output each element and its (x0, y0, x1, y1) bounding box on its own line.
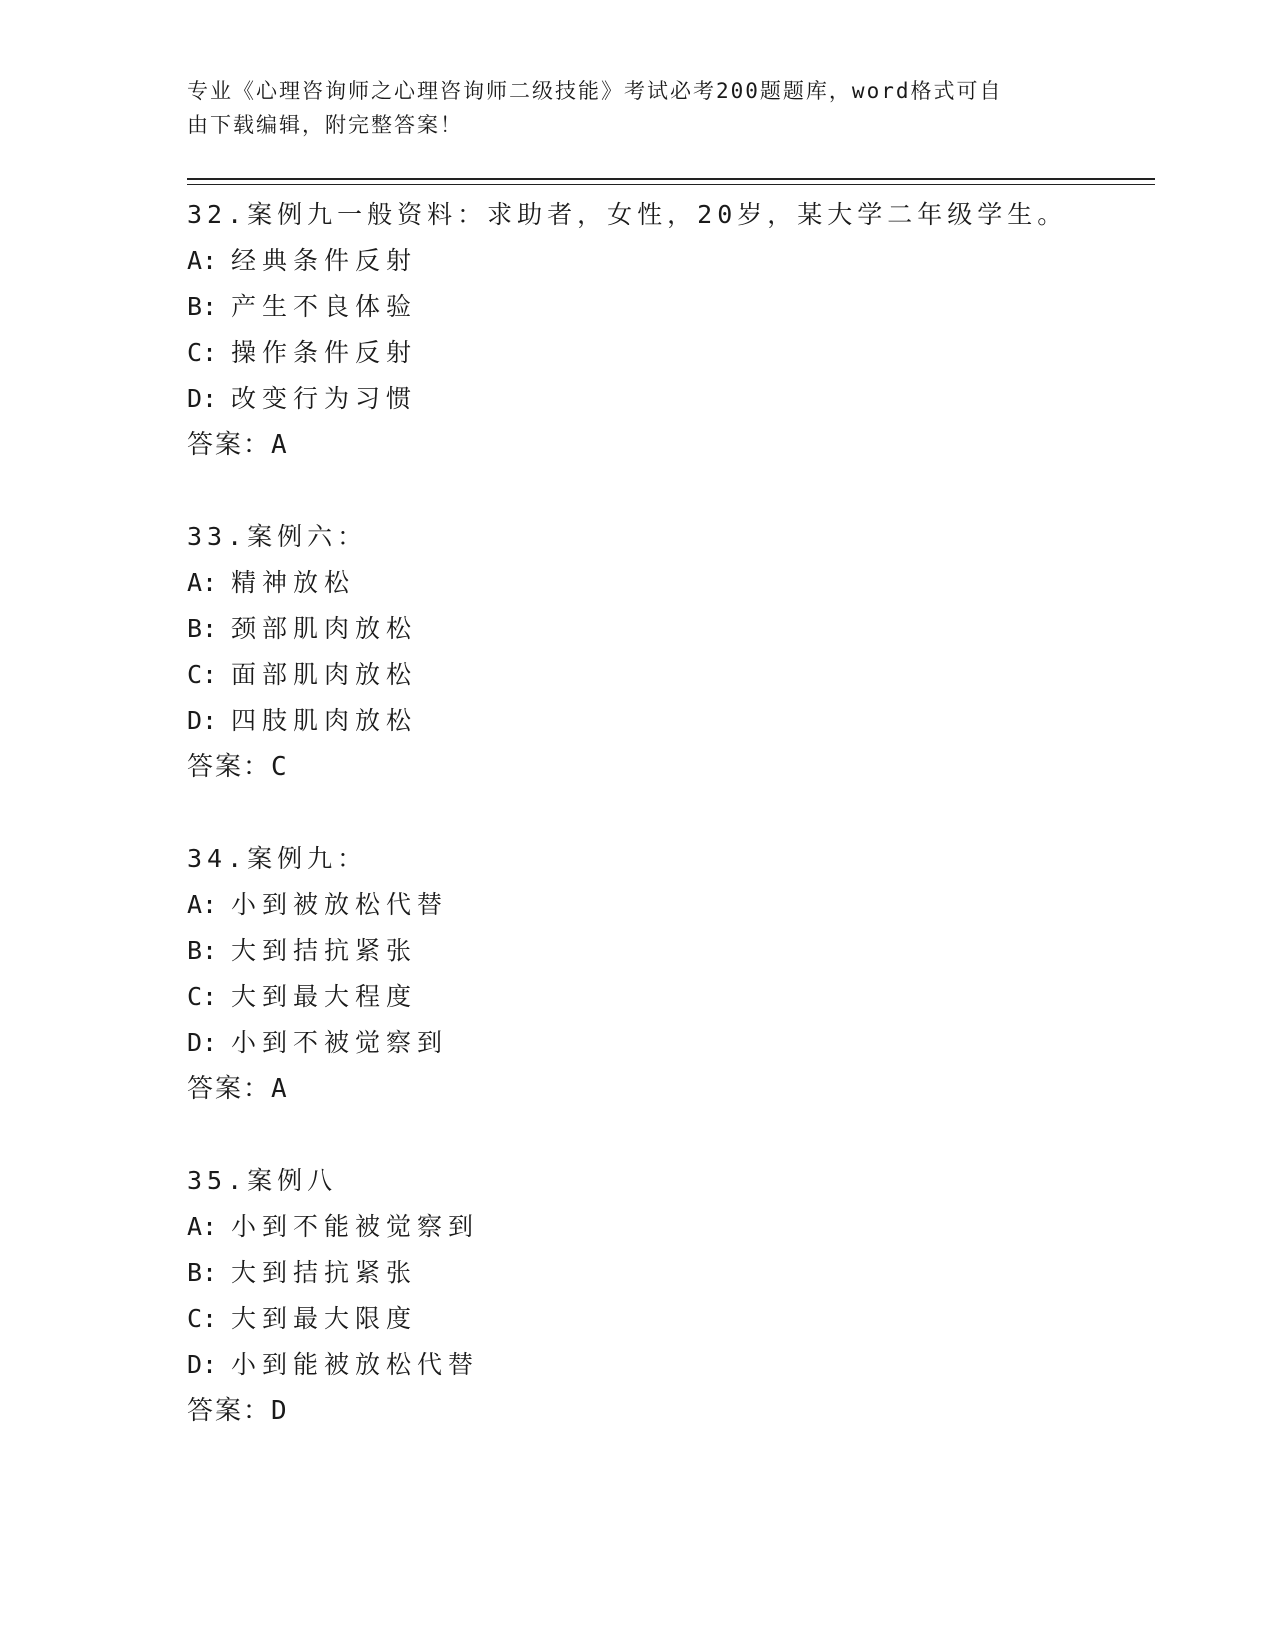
header-divider-thin (187, 184, 1155, 185)
option-text: 大到最大限度 (231, 1304, 418, 1333)
option-text: 小到能被放松代替 (231, 1350, 480, 1379)
option-text: 面部肌肉放松 (231, 660, 418, 689)
option-letter: A: (187, 246, 218, 275)
option-c (187, 652, 1147, 698)
option-d (187, 1020, 1147, 1066)
option-letter: B: (187, 292, 218, 321)
question-stem: 34.案例九： (187, 844, 368, 873)
header-line-2: 由下载编辑，附完整答案！ (187, 113, 463, 137)
option-d (187, 698, 1147, 744)
question-list (187, 192, 1147, 1480)
option-text: 操作条件反射 (231, 338, 418, 367)
answer-line: 答案：D (187, 1396, 289, 1426)
option-text: 小到被放松代替 (231, 890, 449, 919)
option-letter: A: (187, 890, 218, 919)
option-text: 颈部肌肉放松 (231, 614, 418, 643)
option-letter: C: (187, 338, 218, 367)
option-a (187, 1204, 1147, 1250)
question-stem: 32.案例九一般资料：求助者，女性，20岁，某大学二年级学生。 (187, 200, 1068, 229)
answer-line: 答案：A (187, 430, 289, 460)
document-header (187, 74, 1077, 142)
question-stem: 35.案例八 (187, 1166, 338, 1195)
question-35 (187, 1158, 1147, 1434)
answer-line: 答案：A (187, 1074, 289, 1104)
option-letter: A: (187, 568, 218, 597)
option-text: 大到拮抗紧张 (231, 936, 418, 965)
question-34 (187, 836, 1147, 1112)
question-stem: 33.案例六： (187, 522, 368, 551)
answer-line: 答案：C (187, 752, 289, 782)
option-d (187, 1342, 1147, 1388)
option-text: 产生不良体验 (231, 292, 418, 321)
option-c (187, 1296, 1147, 1342)
option-text: 小到不被觉察到 (231, 1028, 449, 1057)
option-letter: C: (187, 1304, 218, 1333)
option-b (187, 284, 1147, 330)
option-letter: B: (187, 936, 218, 965)
option-c (187, 330, 1147, 376)
option-b (187, 1250, 1147, 1296)
question-32 (187, 192, 1147, 468)
option-letter: C: (187, 660, 218, 689)
option-text: 四肢肌肉放松 (231, 706, 418, 735)
header-line-1: 专业《心理咨询师之心理咨询师二级技能》考试必考200题题库，word格式可自 (187, 79, 1003, 103)
option-b (187, 606, 1147, 652)
option-a (187, 238, 1147, 284)
header-divider-thick (187, 178, 1155, 180)
option-text: 改变行为习惯 (231, 384, 418, 413)
option-text: 大到最大程度 (231, 982, 418, 1011)
option-a (187, 882, 1147, 928)
option-d (187, 376, 1147, 422)
option-text: 小到不能被觉察到 (231, 1212, 480, 1241)
option-letter: B: (187, 1258, 218, 1287)
option-b (187, 928, 1147, 974)
option-letter: C: (187, 982, 218, 1011)
option-text: 大到拮抗紧张 (231, 1258, 418, 1287)
option-a (187, 560, 1147, 606)
option-letter: D: (187, 706, 218, 735)
question-33 (187, 514, 1147, 790)
option-letter: B: (187, 614, 218, 643)
option-text: 精神放松 (231, 568, 356, 597)
option-letter: D: (187, 1350, 218, 1379)
option-letter: D: (187, 1028, 218, 1057)
option-c (187, 974, 1147, 1020)
option-text: 经典条件反射 (231, 246, 418, 275)
option-letter: A: (187, 1212, 218, 1241)
option-letter: D: (187, 384, 218, 413)
